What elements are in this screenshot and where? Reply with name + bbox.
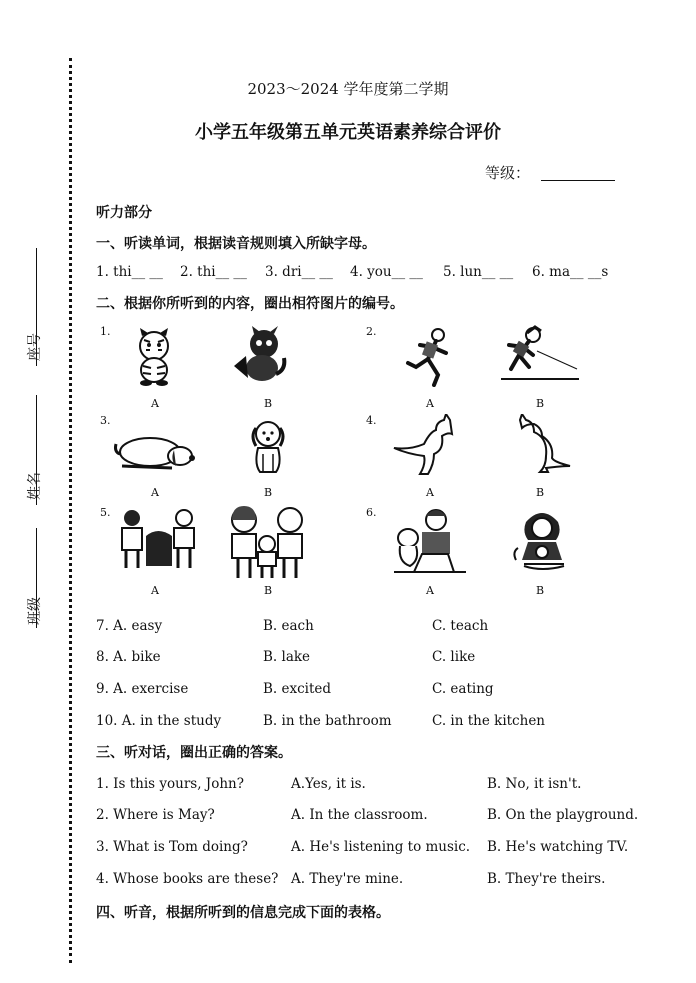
answer-option[interactable]: B. He's watching TV. (487, 839, 629, 855)
family-icon[interactable] (222, 506, 312, 582)
answer-option[interactable]: A. They're mine. (291, 871, 404, 887)
option-a-label: A (151, 397, 159, 410)
picture-number: 3. (100, 414, 111, 427)
choice-option[interactable]: 8. A. bike (96, 649, 161, 665)
picture-number: 2. (366, 325, 377, 338)
option-a-label: A (151, 486, 159, 499)
option-b-label: B (264, 486, 273, 499)
grade-label: 等级： (485, 164, 531, 182)
q2-instruction: 二、根据你所听到的内容，圈出相符图片的编号。 (96, 296, 404, 312)
option-a-label: A (426, 584, 434, 597)
dialogue-question: 1. Is this yours, John? (96, 776, 244, 792)
option-b-label: B (264, 397, 273, 410)
dialogue-question: 2. Where is May? (96, 807, 215, 823)
tiger-icon[interactable] (128, 328, 180, 386)
choice-option[interactable]: 10. A. in the study (96, 713, 222, 729)
q4-instruction: 四、听音，根据所听到的信息完成下面的表格。 (96, 905, 390, 921)
choice-option[interactable]: B. excited (263, 681, 332, 697)
option-b-label: B (264, 584, 273, 597)
boy-with-dog-icon[interactable] (392, 508, 468, 576)
children-icon[interactable] (114, 506, 204, 578)
binding-dotted-line (69, 58, 72, 963)
runner-icon[interactable] (398, 327, 460, 387)
answer-option[interactable]: A. He's listening to music. (291, 839, 471, 855)
lying-dog-icon[interactable] (112, 424, 198, 474)
option-a-label: A (426, 397, 434, 410)
picture-number: 5. (100, 506, 111, 519)
choice-option[interactable]: B. in the bathroom (263, 713, 392, 729)
dialogue-question: 3. What is Tom doing? (96, 839, 248, 855)
picture-number: 6. (366, 506, 377, 519)
option-a-label: A (426, 486, 434, 499)
answer-option[interactable]: B. They're theirs. (487, 871, 606, 887)
q1-instruction: 一、听读单词，根据读音规则填入所缺字母。 (96, 236, 376, 252)
answer-option[interactable]: A. In the classroom. (291, 807, 428, 823)
q1-item[interactable]: 6. ma__ __s (532, 264, 609, 280)
cat-icon[interactable] (232, 326, 288, 384)
q1-item[interactable]: 5. lun__ __ (443, 264, 514, 280)
kangaroo-icon[interactable] (392, 414, 466, 476)
choice-option[interactable]: C. eating (432, 681, 494, 697)
option-a-label: A (151, 584, 159, 597)
option-b-label: B (536, 584, 545, 597)
q3-instruction: 三、听对话，圈出正确的答案。 (96, 745, 292, 761)
choice-option[interactable]: B. lake (263, 649, 311, 665)
choice-option[interactable]: C. teach (432, 618, 489, 634)
picture-number: 4. (366, 414, 377, 427)
q1-item[interactable]: 4. you__ __ (350, 264, 423, 280)
sitting-dog-icon[interactable] (246, 418, 290, 476)
dialogue-question: 4. Whose books are these? (96, 871, 279, 887)
grade-blank[interactable] (541, 180, 615, 181)
page-title: 小学五年级第五单元英语素养综合评价 (195, 122, 501, 143)
jumper-icon[interactable] (497, 325, 581, 383)
semester-line: 2023～2024 学年度第二学期 (247, 80, 449, 98)
choice-option[interactable]: 7. A. easy (96, 618, 163, 634)
girl-with-cat-icon[interactable] (510, 508, 574, 572)
seat-label: 座号 (27, 333, 43, 361)
q1-item[interactable]: 1. thi__ __ (96, 264, 163, 280)
choice-option[interactable]: B. each (263, 618, 314, 634)
answer-option[interactable]: B. No, it isn't. (487, 776, 582, 792)
listening-heading: 听力部分 (96, 205, 152, 221)
choice-option[interactable]: 9. A. exercise (96, 681, 189, 697)
option-b-label: B (536, 486, 545, 499)
answer-option[interactable]: A.Yes, it is. (291, 776, 366, 792)
choice-option[interactable]: C. like (432, 649, 476, 665)
choice-option[interactable]: C. in the kitchen (432, 713, 545, 729)
option-b-label: B (536, 397, 545, 410)
name-label: 姓名 (27, 472, 43, 500)
answer-option[interactable]: B. On the playground. (487, 807, 639, 823)
kangaroo-icon[interactable] (508, 414, 572, 476)
class-label: 班级 (27, 597, 43, 625)
q1-item[interactable]: 3. dri__ __ (265, 264, 333, 280)
picture-number: 1. (100, 325, 111, 338)
q1-item[interactable]: 2. thi__ __ (180, 264, 247, 280)
